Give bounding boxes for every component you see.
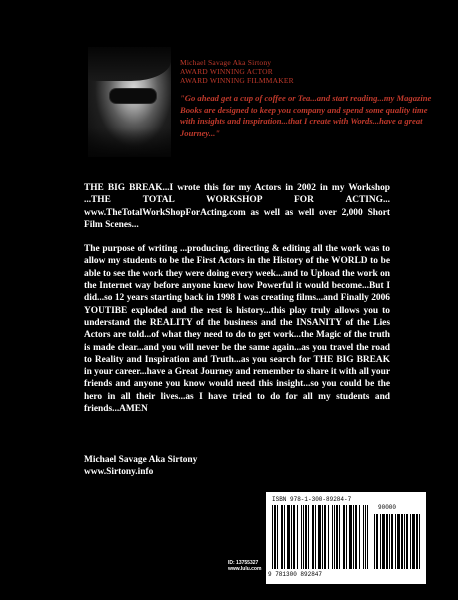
barcode-bar — [359, 505, 360, 569]
barcode-bar — [322, 505, 323, 569]
description-paragraph-1: THE BIG BREAK...I wrote this for my Actors in 2002 in my Workshop ...THE TOTAL WORKSHOP FOR ACTING... www.TheTotalWorkShopForActing.com as well as well over 2,000 Short Film Scenes... — [84, 183, 390, 230]
barcode-bar — [339, 505, 340, 569]
barcode-bar — [419, 514, 420, 569]
barcode-bar — [272, 505, 273, 569]
lulu-imprint — [228, 560, 261, 572]
barcode-bar — [293, 505, 295, 569]
barcode-bar — [412, 514, 415, 569]
barcode-bar — [401, 514, 403, 569]
barcode-addon-bars — [374, 514, 420, 569]
barcode-bar — [374, 514, 375, 569]
barcode-bar — [315, 505, 316, 569]
barcode-bar — [406, 514, 408, 569]
barcode-bar — [343, 505, 345, 569]
signature-block — [84, 454, 197, 479]
barcode-bar — [332, 505, 333, 569]
barcode-bar — [404, 514, 405, 569]
barcode-bar — [277, 505, 278, 569]
barcode-bar — [355, 505, 357, 569]
signature-website: www.Sirtony.info — [84, 467, 154, 478]
photo-hair — [88, 47, 171, 81]
barcode-bar — [328, 505, 329, 569]
photo-shadow — [88, 127, 171, 157]
photo-glasses — [110, 89, 156, 103]
barcode-bar — [308, 505, 309, 569]
signature-name: Michael Savage Aka Sirtony — [84, 455, 198, 465]
barcode-bar — [367, 505, 368, 569]
author-name: Michael Savage Aka Sirtony — [180, 58, 272, 67]
barcode-bar — [353, 505, 354, 569]
barcode-bar — [301, 505, 302, 569]
barcode-bar — [386, 514, 388, 569]
barcode-bar — [312, 505, 314, 569]
author-role-actor: AWARD WINNING ACTOR — [180, 67, 273, 76]
description-paragraph-2: The purpose of writing ...producing, directing & editing all the work was to allow my students to be the First Actors in the History of the WORLD to be able to see the work they were doing every week...and to Upload the work on the Internet way before anyone knew how Powerful it would become...But I did...so 12 years starting back in 1998 I was creating films...and Finally 2006 YOUTIBE exploded and the rest is history...this play truly allows you to understand the REALITY of the business and the INSANITY of the Lies Actors are told...of what they need to do to get work...the Magic of the truth is made clear...and you will never be the same again...as you travel the road to Reality and Inspiration and Truth...as you search for THE BIG BREAK in your career...have a Great Journey and remember to share it with all your friends and anyone you know would need this insight...so you could be the hero in all their lives...as I have tried to do for all my students and friends...AMEN — [84, 244, 390, 415]
author-quote: "Go ahead get a cup of coffee or Tea...and start reading...my Magazine Books are designed to keep you company and spend some quality time with insights and inspiration...that I create with Words...have a great Journey..." — [180, 93, 432, 138]
barcode-bar — [274, 505, 276, 569]
barcode-bar — [324, 505, 326, 569]
barcode-bar — [397, 514, 400, 569]
barcode-bar — [334, 505, 335, 569]
barcode-main-bars — [272, 505, 368, 569]
author-role-filmmaker: AWARD WINNING FILMMAKER — [180, 76, 294, 85]
barcode-bar — [365, 505, 366, 569]
barcode-bar — [291, 505, 292, 569]
barcode-bar — [389, 514, 390, 569]
barcode-bar — [346, 505, 347, 569]
barcode-bar — [297, 505, 298, 569]
barcode-bar — [416, 514, 418, 569]
isbn-barcode — [266, 492, 426, 584]
barcode-bar — [376, 514, 378, 569]
barcode-bar — [349, 505, 352, 569]
barcode-bar — [318, 505, 321, 569]
barcode-bar — [382, 514, 385, 569]
barcode-bar — [284, 505, 285, 569]
lulu-id: ID: 13755327 — [228, 560, 259, 566]
barcode-bar — [281, 505, 283, 569]
barcode-bar — [303, 505, 304, 569]
author-credits — [180, 58, 294, 85]
price-code: 90000 — [378, 504, 397, 511]
lulu-site: www.lulu.com — [228, 566, 262, 572]
barcode-bar — [395, 514, 396, 569]
barcode-bar — [305, 505, 307, 569]
barcode-bar — [380, 514, 381, 569]
ean-number: 9 781300 892847 — [268, 571, 323, 578]
page-edge — [458, 0, 463, 600]
barcode-bar — [336, 505, 338, 569]
barcode-bar — [410, 514, 411, 569]
barcode-bar — [363, 505, 364, 569]
isbn-number: ISBN 978-1-300-89284-7 — [272, 496, 352, 503]
author-photo — [88, 47, 171, 157]
barcode-bar — [391, 514, 393, 569]
book-description — [84, 182, 390, 427]
barcode-bar — [287, 505, 290, 569]
